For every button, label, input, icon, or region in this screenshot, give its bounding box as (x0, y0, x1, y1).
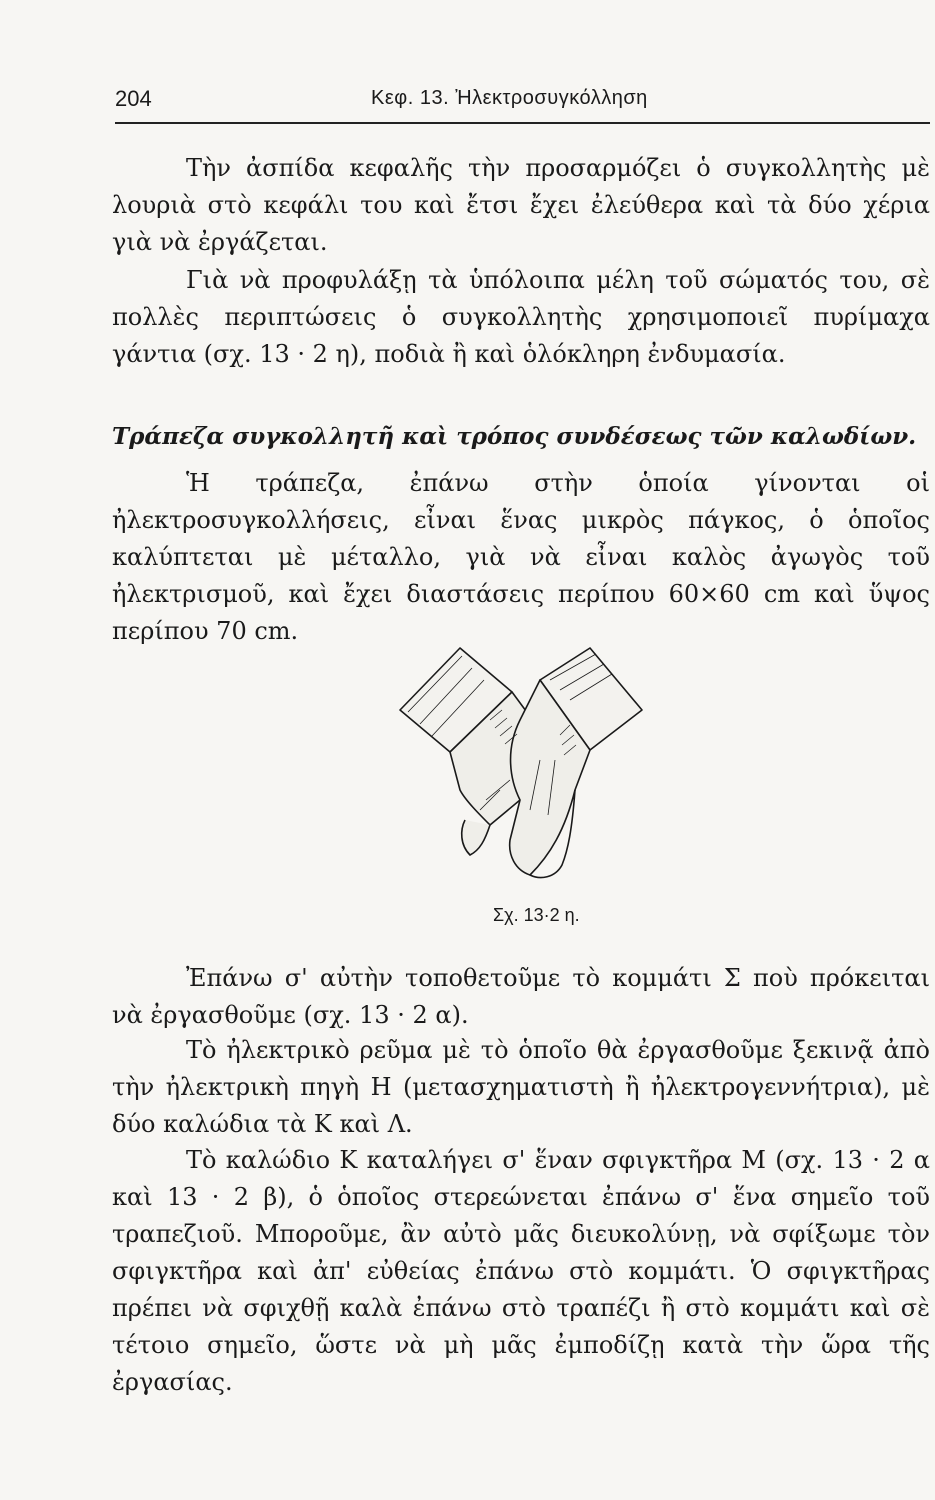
header-rule (115, 122, 930, 124)
paragraph-6: Τὸ καλώδιο Κ καταλήγει σ' ἕναν σφιγκτῆρα Μ (σχ. 13 · 2 α καὶ 13 · 2 β), ὁ ὁποῖος στερεώνεται ἐπάνω σ' ἕνα σημεῖο τοῦ τραπεζιοῦ. Μποροῦμε, ἂν αὐτὸ μᾶς διευκολύνῃ, νὰ σφίξωμε τὸν σφιγκτῆρα καὶ ἀπ' εὐθείας ἐπάνω στὸ κομμάτι. Ὁ σφιγκτῆρας πρέπει νὰ σφιχθῇ καλὰ ἐπάνω στὸ τραπέζι ἢ στὸ κομμάτι καὶ σὲ τέτοιο σημεῖο, ὥστε νὰ μὴ μᾶς ἐμποδίζῃ κατὰ τὴν ὥρα τῆς ἐργασίας. (112, 1146, 930, 1396)
page-number: 204 (115, 86, 152, 111)
paragraph-2: Γιὰ νὰ προφυλάξῃ τὰ ὑπόλοιπα μέλη τοῦ σώματός του, σὲ πολλὲς περιπτώσεις ὁ συγκολλητὴς χρησιμοποιεῖ πυρίμαχα γάντια (σχ. 13 · 2 η), ποδιὰ ἢ καὶ ὁλόκληρη ἐνδυμασία. (112, 266, 930, 368)
page-header (115, 86, 930, 118)
paragraph-5: Τὸ ἠλεκτρικὸ ρεῦμα μὲ τὸ ὁποῖο θὰ ἐργασθοῦμε ξεκινᾷ ἀπὸ τὴν ἠλεκτρικὴ πηγὴ Η (μετασχηματιστὴ ἢ ἠλεκτρογεννήτρια), μὲ δύο καλώδια τὰ Κ καὶ Λ. (112, 1036, 930, 1138)
paragraph-3: Ἡ τράπεζα, ἐπάνω στὴν ὁποία γίνονται οἱ ἠλεκτροσυγκολλήσεις, εἶναι ἕνας μικρὸς πάγκος, ὁ ὁποῖος καλύπτεται μὲ μέταλλο, γιὰ νὰ εἶναι καλὸς ἀγωγὸς τοῦ ἠλεκτρισμοῦ, καὶ ἔχει διαστάσεις περίπου 60×60 cm καὶ ὕψος περίπου 70 cm. (112, 469, 930, 645)
section-subheading: Τράπεζα συγκολλητῆ καὶ τρόπος συνδέσεως τῶν καλωδίων. (112, 423, 917, 450)
paragraph-4: Ἐπάνω σ' αὐτὴν τοποθετοῦμε τὸ κομμάτι Σ ποὺ πρόκειται νὰ ἐργασθοῦμε (σχ. 13 · 2 α). (112, 964, 930, 1029)
figure-caption: Σχ. 13·2 η. (493, 905, 580, 925)
running-head: Κεφ. 13. Ἠλεκτροσυγκόλληση (371, 87, 648, 109)
paragraph-1: Τὴν ἀσπίδα κεφαλῆς τὴν προσαρμόζει ὁ συγκολλητὴς μὲ λουριὰ στὸ κεφάλι του καὶ ἔτσι ἔχει ἐλεύθερα καὶ τὰ δύο χέρια γιὰ νὰ ἐργάζεται. (112, 154, 930, 256)
welding-gloves-icon (390, 640, 650, 885)
gloves-figure (390, 640, 650, 885)
